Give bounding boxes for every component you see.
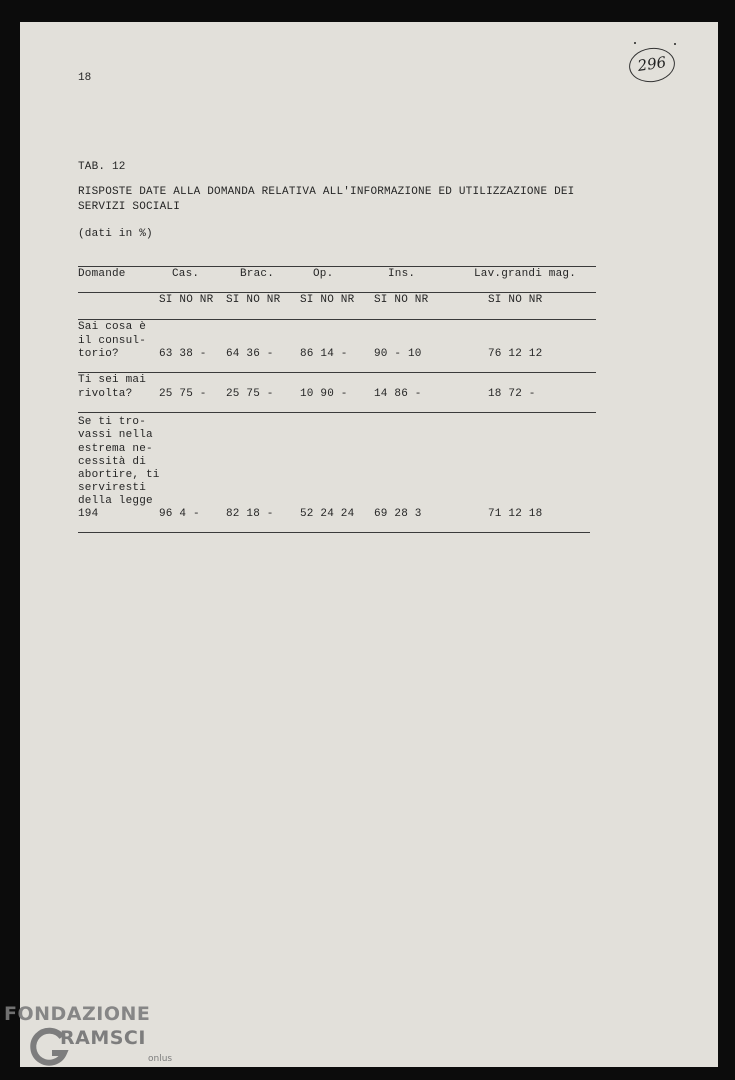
subhead-ins: SI NO NR <box>374 294 429 306</box>
unit-note: (dati in %) <box>78 228 153 240</box>
row-1-brac-values: 64 36 - <box>226 348 274 360</box>
row-3-cas-values: 96 4 - <box>159 508 200 520</box>
watermark-line-1: FONDAZIONE <box>4 1003 151 1025</box>
row-1-question-line: Sai cosa è <box>78 321 147 333</box>
row-3-question-line: cessità di <box>78 456 147 468</box>
row-1-rule <box>78 372 596 373</box>
row-2-ins-values: 14 86 - <box>374 388 422 400</box>
row-2-brac-values: 25 75 - <box>226 388 274 400</box>
row-3-question-line: abortire, ti <box>78 469 160 481</box>
row-3-question-line: 194 <box>78 508 99 520</box>
row-2-lav-values: 18 72 - <box>488 388 536 400</box>
row-2-op-values: 10 90 - <box>300 388 348 400</box>
document-page <box>20 22 718 1067</box>
subhead-rule <box>78 319 596 320</box>
row-1-lav-values: 76 12 12 <box>488 348 543 360</box>
row-3-op-values: 52 24 24 <box>300 508 355 520</box>
table-bottom-rule <box>78 532 590 533</box>
row-3-lav-values: 71 12 18 <box>488 508 543 520</box>
table-title-line-2: SERVIZI SOCIALI <box>78 201 181 213</box>
row-3-question-line: Se ti tro- <box>78 416 147 428</box>
subhead-lav: SI NO NR <box>488 294 543 306</box>
page-number: 18 <box>78 72 92 84</box>
subhead-op: SI NO NR <box>300 294 355 306</box>
row-1-cas-values: 63 38 - <box>159 348 207 360</box>
row-1-ins-values: 90 - 10 <box>374 348 422 360</box>
row-1-question-line: il consul- <box>78 335 147 347</box>
row-2-question-line: rivolta? <box>78 388 133 400</box>
row-3-brac-values: 82 18 - <box>226 508 274 520</box>
watermark-line-2: RAMSCI <box>60 1027 146 1049</box>
subhead-brac: SI NO NR <box>226 294 281 306</box>
row-3-question-line: della legge <box>78 495 153 507</box>
header-domande: Domande <box>78 268 126 280</box>
archive-stamp: 296 <box>627 45 677 85</box>
header-group-op: Op. <box>313 268 334 280</box>
table-title-line-1: RISPOSTE DATE ALLA DOMANDA RELATIVA ALL'INFORMAZIONE ED UTILIZZAZIONE DEI <box>78 186 575 198</box>
table-label: TAB. 12 <box>78 161 126 173</box>
watermark-suffix: onlus <box>148 1054 173 1064</box>
row-3-ins-values: 69 28 3 <box>374 508 422 520</box>
row-1-op-values: 86 14 - <box>300 348 348 360</box>
header-group-ins: Ins. <box>388 268 416 280</box>
row-1-question-line: torio? <box>78 348 119 360</box>
subhead-cas: SI NO NR <box>159 294 214 306</box>
row-2-rule <box>78 412 596 413</box>
header-group-cas: Cas. <box>172 268 200 280</box>
row-3-question-line: estrema ne- <box>78 443 153 455</box>
header-group-brac: Brac. <box>240 268 275 280</box>
header-group-lav: Lav.grandi mag. <box>474 268 577 280</box>
row-3-question-line: serviresti <box>78 482 147 494</box>
ink-dot <box>634 42 636 44</box>
row-2-cas-values: 25 75 - <box>159 388 207 400</box>
row-2-question-line: Ti sei mai <box>78 374 147 386</box>
row-3-question-line: vassi nella <box>78 429 153 441</box>
ink-dot <box>674 43 676 45</box>
